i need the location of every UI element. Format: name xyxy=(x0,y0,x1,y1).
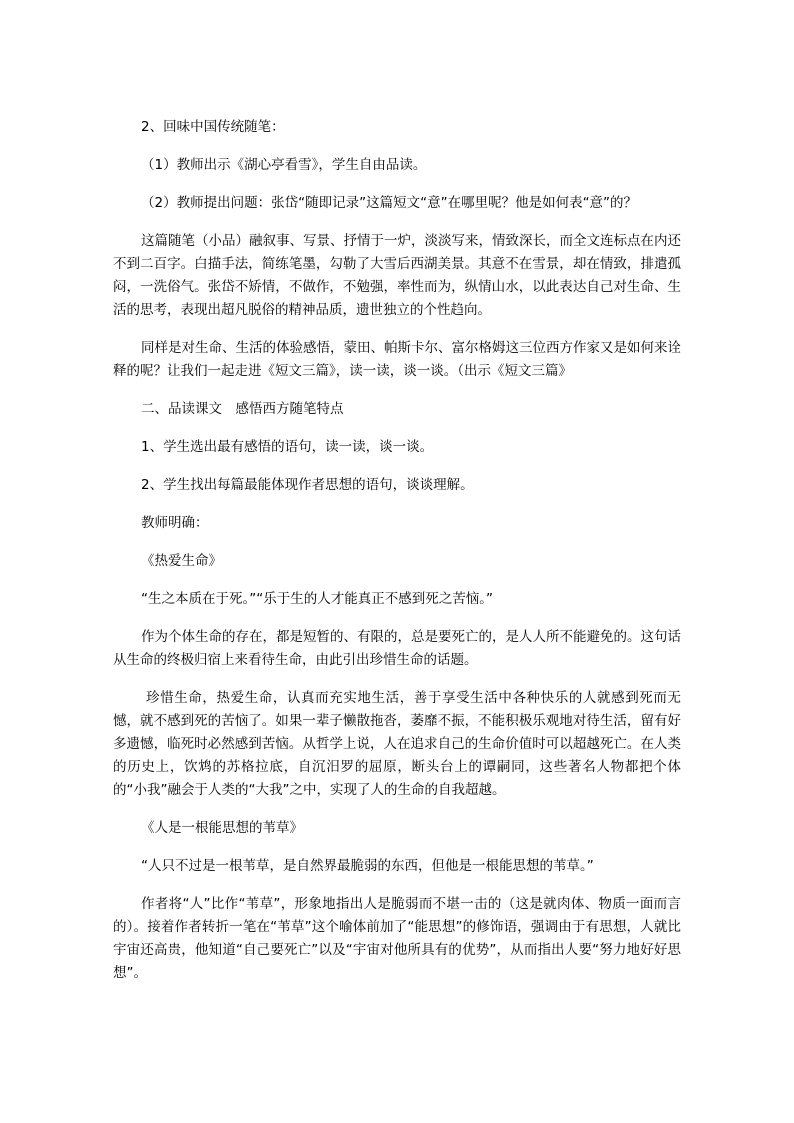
essay-title: 《热爱生命》 xyxy=(141,553,222,569)
body-paragraph: 珍惜生命，热爱生命，认真而充实地生活，善于享受生活中各种快乐的人就感到死而无憾，就不感到死的苦恼了。如果一辈子懒散拖沓，萎靡不振，不能积极乐观地对待生活，留有好多遗憾，临死时必然感到苦恼。从哲学上说，人在追求自己的生命价值时可以超越死亡。在人类的历史上，饮鸩的苏格拉底，自沉汨罗的屈原，断头台上的谭嗣同，这些著名人物都把个体的“小我”融会于人类的“大我”之中，实现了人的生命的自我超越。 xyxy=(113,690,681,798)
body-paragraph: 作者将“人”比作“苇草”，形象地指出人是脆弱而不堪一击的（这是就肉体、物质一面而言的）。接着作者转折一笔在“苇草”这个喻体前加了“能思想”的修饰语，强调由于有思想，人就比宇宙还高贵，他知道“自己要死亡”以及“宇宙对他所具有的优势”，从而指出人要“努力地好好思想”。 xyxy=(113,896,681,981)
section-heading: 2、回味中国传统随笔： xyxy=(141,119,285,135)
quotation: “人只不过是一根苇草，是自然界最脆弱的东西，但他是一根能思想的苇草。” xyxy=(141,858,594,874)
body-paragraph: 作为个体生命的存在，都是短暂的、有限的，总是要死亡的，是人人所不能避免的。这句话从生命的终极归宿上来看待生命，由此引出珍惜生命的话题。 xyxy=(113,629,681,668)
step-item: （2）教师提出问题：张岱“随即记录”这篇短文“意”在哪里呢？他是如何表“意”的？ xyxy=(141,195,638,211)
list-item: 1、学生选出最有感悟的语句，读一读，谈一谈。 xyxy=(141,439,434,455)
list-item: 2、学生找出每篇最能体现作者思想的语句，谈谈理解。 xyxy=(141,477,474,493)
body-paragraph: 同样是对生命、生活的体验感悟，蒙田、帕斯卡尔、富尔格姆这三位西方作家又是如何来诠释的呢？让我们一起走进《短文三篇》，读一读，谈一谈。（出示《短文三篇》 xyxy=(113,340,681,379)
body-paragraph: 这篇随笔（小品）融叙事、写景、抒情于一炉，淡淡写来，情致深长，而全文连标点在内还不到二百字。白描手法，简练笔墨，勾勒了大雪后西湖美景。其意不在雪景，却在情致，排遣孤闷，一洗俗气。张岱不矫情，不做作，不勉强，率性而为，纵情山水，以此表达自己对生命、生活的思考，表现出超凡脱俗的精神品质，遗世独立的个性趋向。 xyxy=(113,233,681,318)
quotation: “生之本质在于死。”“乐于生的人才能真正不感到死之苦恼。” xyxy=(141,591,493,607)
essay-title: 《人是一根能思想的苇草》 xyxy=(141,820,303,836)
step-item: （1）教师出示《湖心亭看雪》，学生自由品读。 xyxy=(141,157,427,173)
body-paragraph: 教师明确： xyxy=(141,515,209,531)
document-body xyxy=(113,116,681,1000)
section-heading: 二、品读课文 感悟西方随笔特点 xyxy=(141,401,344,417)
